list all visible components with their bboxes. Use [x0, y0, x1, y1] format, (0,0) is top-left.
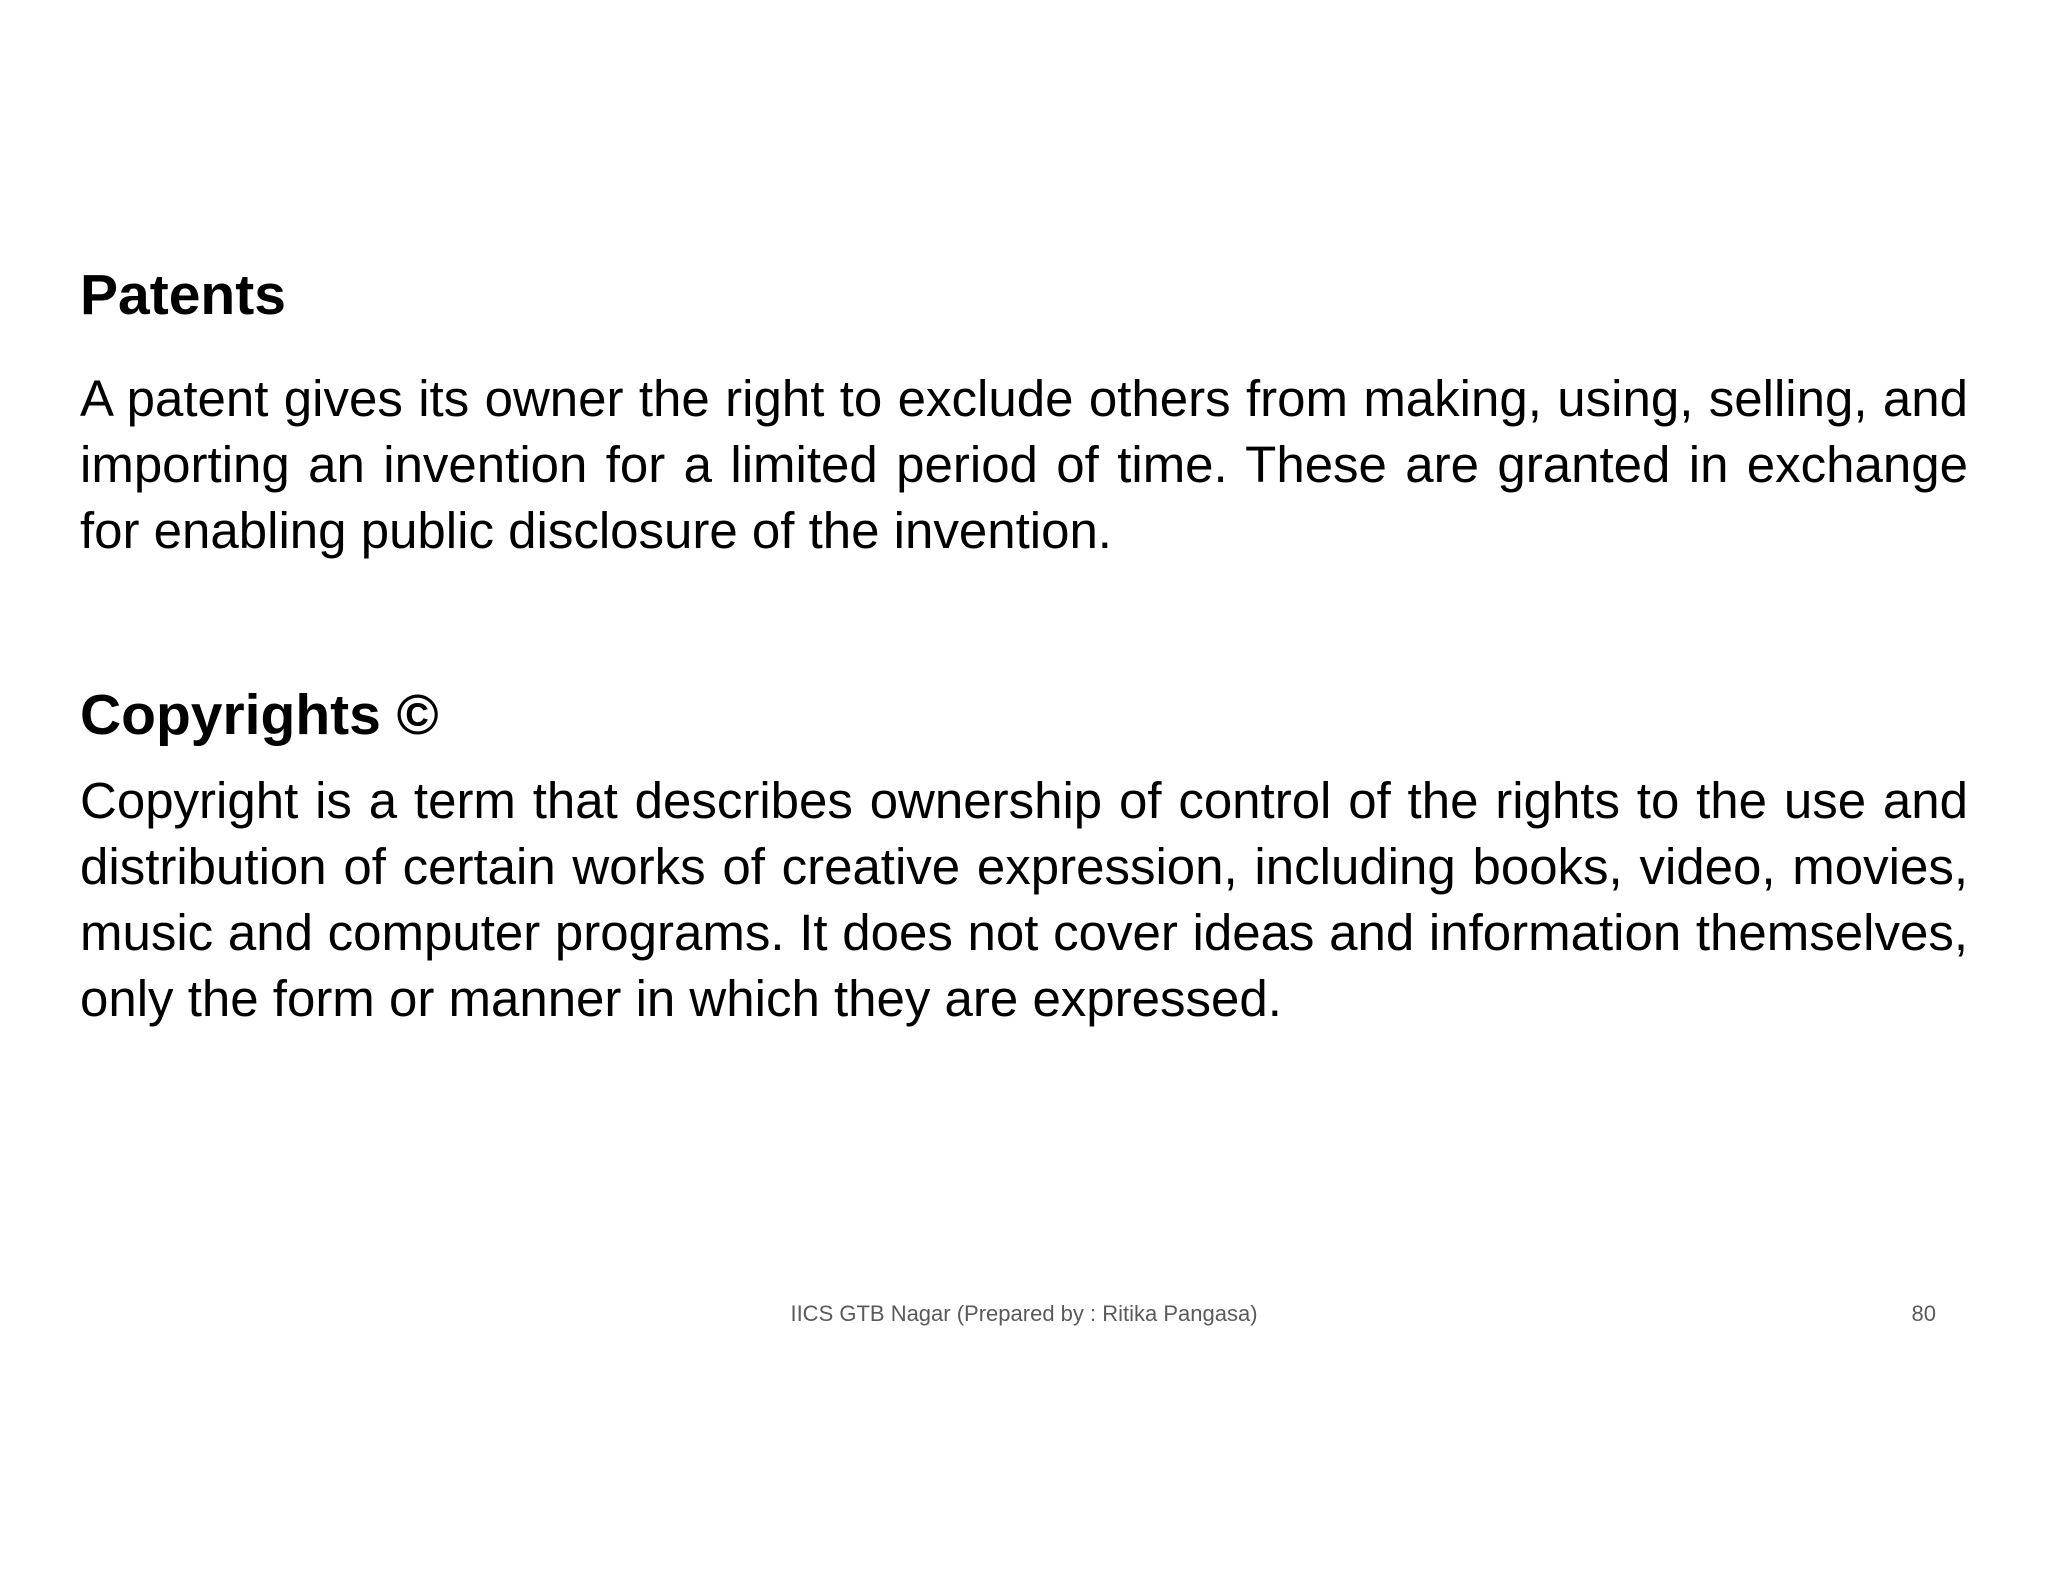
slide-content — [80, 262, 1968, 1032]
section-heading-copyrights: Copyrights © — [80, 683, 439, 747]
footer-text: IICS GTB Nagar (Prepared by : Ritika Pangasa) — [790, 1301, 1258, 1326]
page-number: 80 — [1911, 1301, 1936, 1326]
section-heading-patents: Patents — [80, 263, 286, 327]
section-body-patents: A patent gives its owner the right to exclude others from making, using, selling, and importing an invention for a limited period of time. These are granted in exchange for enabling public disclosure of the invention. — [80, 370, 1968, 559]
section-body-copyrights: Copyright is a term that describes ownership of control of the rights to the use and distribution of certain works of creative expression, including books, video, movies, music and computer programs. It does not cover ideas and information themselves, only the form or manner in which they are expressed. — [80, 772, 1968, 1027]
